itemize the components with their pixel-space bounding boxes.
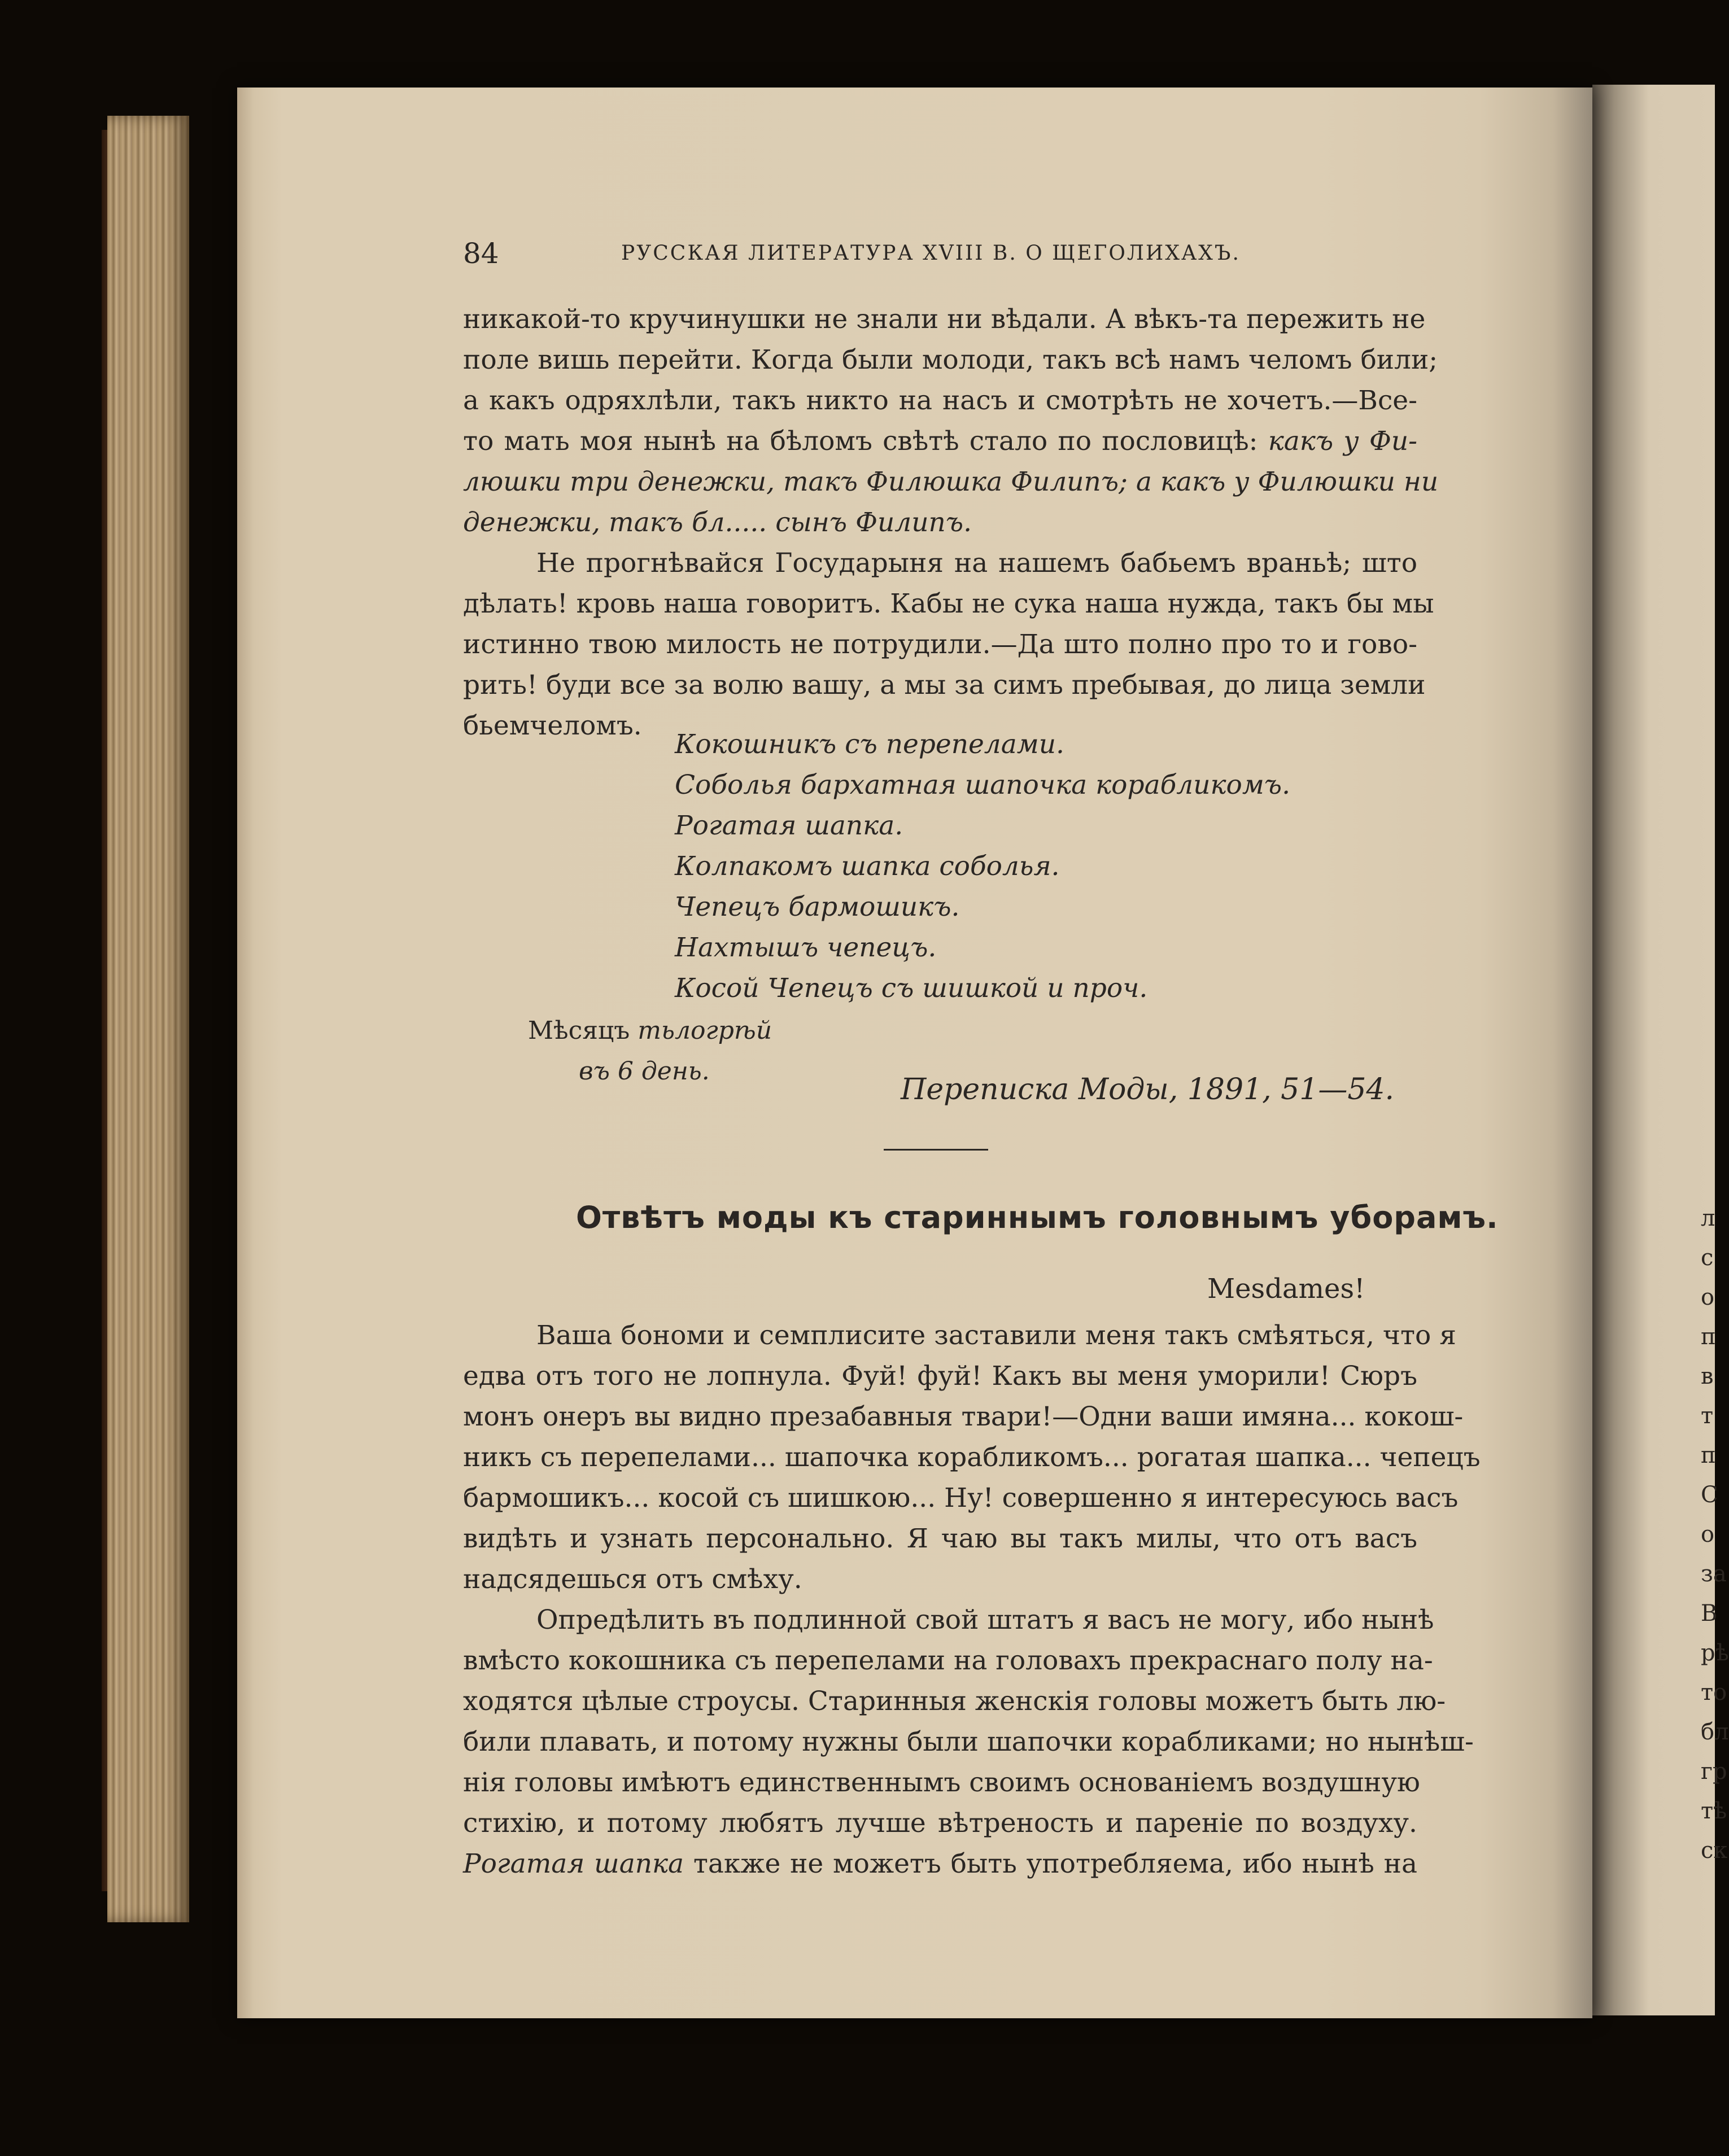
- date-month-prefix: Мѣсяцъ: [528, 1016, 630, 1045]
- text-line: надсядешься отъ смѣху.: [463, 1564, 802, 1595]
- page-number: 84: [463, 237, 499, 270]
- text-line: рить! буди все за волю вашу, а мы за симъ пребывая, до лица земли: [463, 670, 1426, 701]
- fragment: за: [1701, 1561, 1727, 1587]
- signature-line: Соболья бархатная шапочка корабликомъ.: [675, 769, 1291, 801]
- fragment: В: [1701, 1600, 1718, 1626]
- fragment: С: [1701, 1482, 1718, 1508]
- text-line: Ваша бономи и семплисите заставили меня такъ смѣяться, что я: [536, 1320, 1456, 1351]
- reply-text: [463, 1315, 1481, 1884]
- signature-line: Косой Чепецъ съ шишкой и проч.: [675, 973, 1148, 1004]
- signature-line: Нахтышъ чепецъ.: [675, 932, 937, 963]
- fragment: ск: [1701, 1838, 1728, 1864]
- text-line: никъ съ перепелами... шапочка корабликомъ... рогатая шапка... чепецъ: [463, 1442, 1481, 1473]
- letter-text: [463, 299, 1439, 746]
- running-head: [463, 237, 1417, 277]
- fragment: в: [1701, 1363, 1714, 1389]
- text-line: [463, 421, 1417, 462]
- text-line: никакой-то кручинушки не знали ни вѣдали. А вѣкъ-та пережить не: [463, 304, 1426, 335]
- text-line: Не прогнѣвайся Государыня на нашемъ бабьемъ враньѣ; што: [536, 548, 1417, 579]
- signature-line: Колпакомъ шапка соболья.: [675, 851, 1060, 882]
- signature-line: Чепецъ бармошикъ.: [675, 891, 960, 922]
- text-line: монъ онеръ вы видно презабавныя твари!—Одни ваши имяна... кокош-: [463, 1401, 1464, 1432]
- text-line: поле вишь перейти. Когда были молоди, такъ всѣ намъ челомъ били;: [463, 344, 1438, 375]
- letter-date: [528, 1011, 772, 1092]
- source-citation: Переписка Моды, 1891, 51—54.: [901, 1073, 1395, 1107]
- fragment: бл: [1701, 1719, 1729, 1745]
- salutation: Mesdames!: [1207, 1273, 1365, 1305]
- text-line: Опредѣлить въ подлинной свой штатъ я васъ не могу, ибо нынѣ: [536, 1604, 1434, 1635]
- section-title: Отвѣтъ моды къ стариннымъ головнымъ уборамъ.: [576, 1200, 1499, 1235]
- proverb-line: денежки, такъ бл..... сынъ Филипъ.: [463, 507, 972, 538]
- book-page-stack: [107, 116, 189, 1922]
- fragment: рѣ: [1701, 1640, 1729, 1666]
- fragment: о: [1701, 1521, 1715, 1547]
- text-line: били плавать, и потому нужны были шапочки корабликами; но нынѣш-: [463, 1726, 1474, 1757]
- section-divider: [884, 1149, 988, 1151]
- fragment: то: [1701, 1680, 1727, 1705]
- text-italic: Рогатая шапка: [463, 1848, 684, 1879]
- signature-line: Кокошникъ съ перепелами.: [675, 729, 1064, 760]
- text-line: ходятся цѣлые строусы. Старинныя женскія головы можетъ быть лю-: [463, 1686, 1446, 1717]
- text-span: также не можетъ быть употребляема, ибо нынѣ на: [693, 1848, 1417, 1879]
- fragment: п: [1701, 1442, 1716, 1468]
- fragment: п: [1701, 1324, 1716, 1350]
- fragment: л: [1701, 1205, 1715, 1231]
- fragment: т: [1701, 1403, 1714, 1429]
- fragment: о: [1701, 1284, 1715, 1310]
- fragment: тѣ: [1701, 1798, 1727, 1824]
- text-line: а какъ одряхлѣли, такъ никто на насъ и смотрѣть не хочетъ.—Все-: [463, 385, 1417, 416]
- text-line: вмѣсто кокошника съ перепелами на головахъ прекраснаго полу на-: [463, 1645, 1433, 1676]
- proverb-line: люшки три денежки, такъ Филюшка Филипъ; а какъ у Филюшки ни: [463, 466, 1439, 497]
- text-line: нія головы имѣютъ единственнымъ своимъ основаніемъ воздушную: [463, 1767, 1420, 1798]
- text-line: бармошикъ... косой съ шишкою... Ну! совершенно я интересуюсь васъ: [463, 1482, 1459, 1514]
- text-span: то мать моя нынѣ на бѣломъ свѣтѣ стало по пословицѣ:: [463, 426, 1258, 457]
- text-line: бьемчеломъ.: [463, 710, 642, 741]
- proverb-start: какъ у Фи-: [1268, 426, 1417, 457]
- text-line: истинно твою милость не потрудили.—Да што полно про то и гово-: [463, 629, 1417, 660]
- date-month: тьлогрѣй: [638, 1016, 772, 1045]
- fragment: гр: [1701, 1759, 1727, 1785]
- text-line: видѣть и узнать персонально. Я чаю вы такъ милы, что отъ васъ: [463, 1523, 1417, 1554]
- signature-list: [675, 724, 1290, 1009]
- text-line: [463, 1844, 1417, 1884]
- fragment: с: [1701, 1245, 1714, 1271]
- signature-line: Рогатая шапка.: [675, 810, 903, 841]
- text-line: едва отъ того не лопнула. Фуй! фуй! Какъ вы меня уморили! Сюръ: [463, 1361, 1417, 1392]
- facing-page: [1592, 85, 1718, 2015]
- text-line: дѣлать! кровь наша говоритъ. Кабы не сука наша нужда, такъ бы мы: [463, 588, 1434, 619]
- running-title: РУССКАЯ ЛИТЕРАТУРА XVIII В. О ЩЕГОЛИХАХЪ.: [621, 242, 1241, 265]
- date-day: въ 6 день.: [579, 1057, 710, 1086]
- text-line: стихію, и потому любятъ лучше вѣтреность и пареніе по воздуху.: [463, 1808, 1417, 1839]
